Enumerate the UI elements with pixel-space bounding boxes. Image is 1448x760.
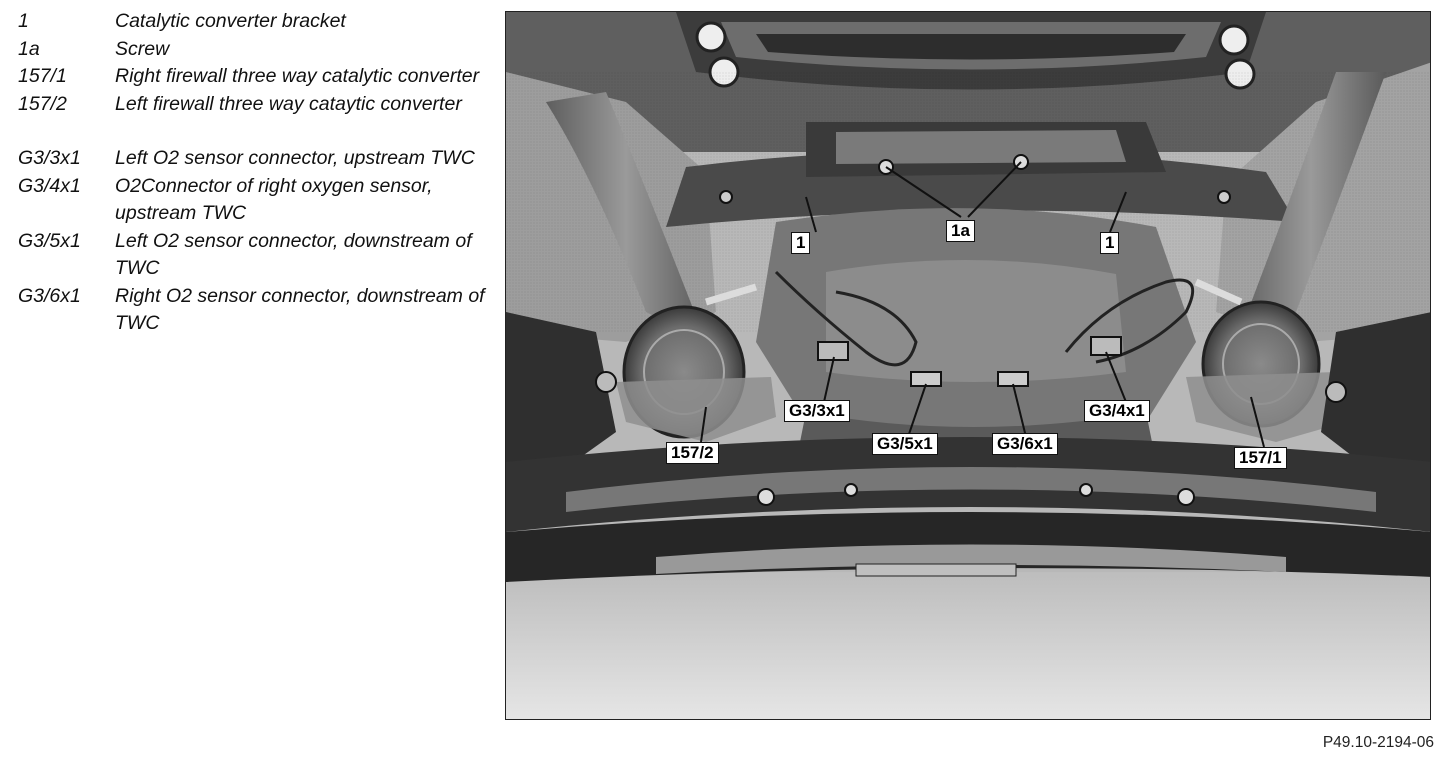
legend-item xyxy=(18,8,488,36)
legend-item xyxy=(18,91,488,119)
callout-cat-left: 157/2 xyxy=(666,442,719,464)
legend-item xyxy=(18,173,488,228)
callout-g3-3x1: G3/3x1 xyxy=(784,400,850,422)
legend-code: G3/6x1 xyxy=(18,284,81,307)
callout-g3-6x1: G3/6x1 xyxy=(992,433,1058,455)
callout-bracket-right: 1 xyxy=(1100,232,1119,254)
callout-g3-5x1: G3/5x1 xyxy=(872,433,938,455)
callout-cat-right: 157/1 xyxy=(1234,447,1287,469)
legend-item xyxy=(18,228,488,283)
legend-item xyxy=(18,283,488,338)
legend-code: 157/1 xyxy=(18,65,67,87)
underbody-illustration xyxy=(506,12,1431,720)
legend-item xyxy=(18,145,488,173)
callout-bracket-left: 1 xyxy=(791,232,810,254)
legend xyxy=(18,8,488,338)
legend-description: Left O2 sensor connector, upstream TWC xyxy=(115,147,475,169)
legend-description: Screw xyxy=(115,37,170,60)
legend-item xyxy=(18,36,488,64)
legend-description: Left firewall three way cataytic converter xyxy=(115,92,462,115)
legend-description: Right firewall three way catalytic converter xyxy=(115,65,480,87)
legend-description: Right O2 sensor connector, downstream of TWC xyxy=(115,284,485,334)
figure-id: P49.10-2194-06 xyxy=(1322,734,1434,751)
legend-code: 1 xyxy=(18,10,29,32)
legend-code: G3/4x1 xyxy=(18,174,81,197)
legend-code: G3/3x1 xyxy=(18,147,81,169)
underbody-photo xyxy=(505,11,1431,720)
legend-code: 1a xyxy=(18,37,40,60)
legend-description: Catalytic converter bracket xyxy=(115,10,346,32)
callout-g3-4x1: G3/4x1 xyxy=(1084,400,1150,422)
legend-description: Left O2 sensor connector, downstream of TWC xyxy=(115,229,472,279)
legend-description: O2Connector of right oxygen sensor, upstream TWC xyxy=(115,174,433,224)
callout-screw: 1a xyxy=(946,220,975,242)
legend-item xyxy=(18,63,488,91)
legend-code: 157/2 xyxy=(18,92,67,115)
legend-code: G3/5x1 xyxy=(18,229,81,252)
